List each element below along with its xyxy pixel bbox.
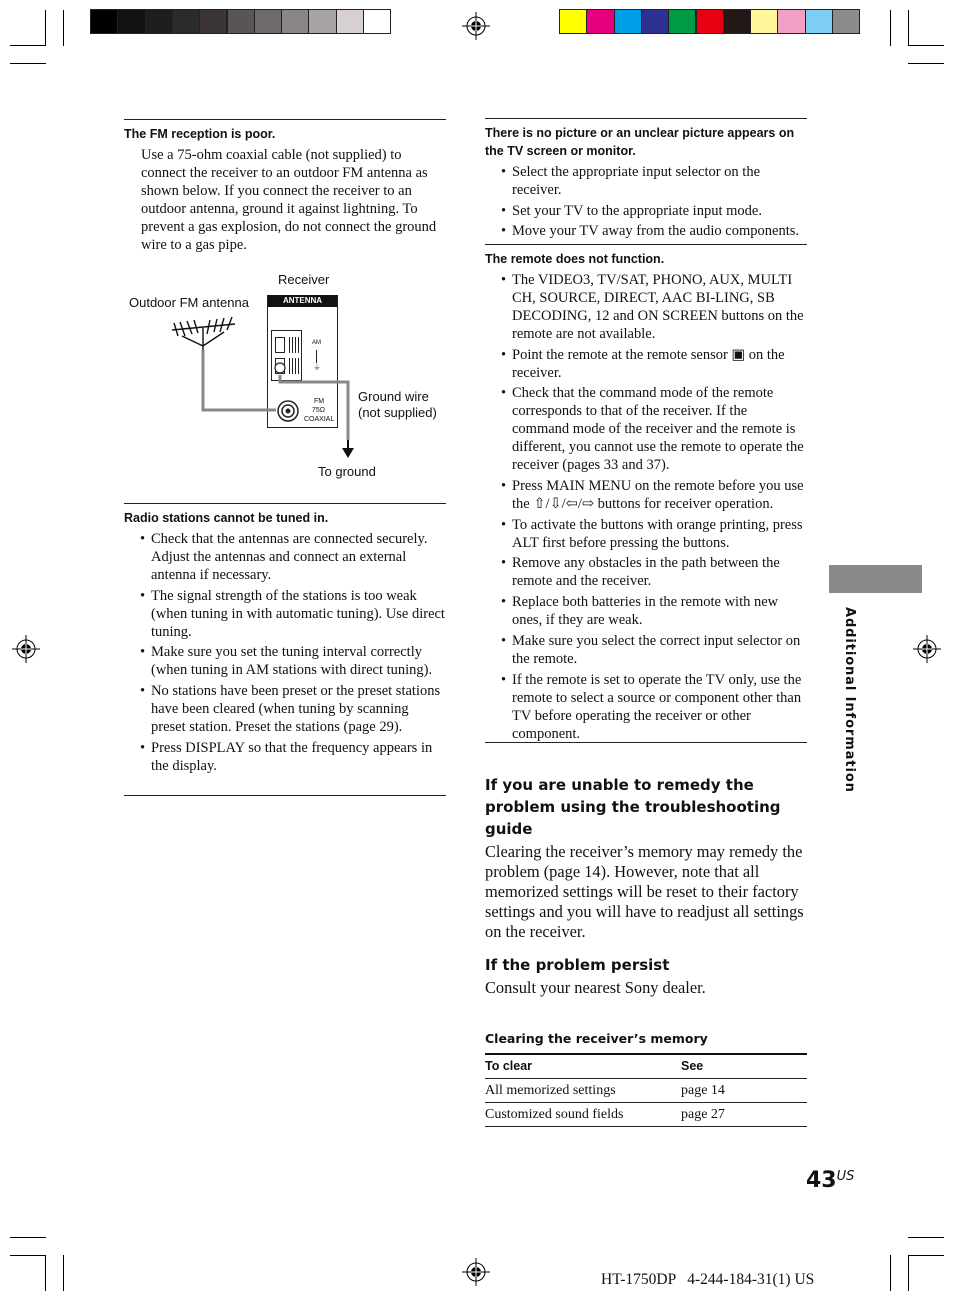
color-swatch [281, 9, 309, 34]
row-see: page 27 [681, 1107, 725, 1122]
list-item: • The VIDEO3, TV/SAT, PHONO, AUX, MULTI CH, SOURCE, DIRECT, AAC BI-LING, SB DECODING, 12 and ON SCREEN buttons on the remote are not available. [485, 271, 807, 343]
col-see: See [681, 1059, 704, 1073]
color-swatch [750, 9, 778, 34]
crop-mark [908, 63, 944, 64]
crop-mark [908, 1255, 944, 1256]
table-row [485, 1103, 807, 1127]
list-item: • Check that the command mode of the remote corresponds to that of the receiver. If the command mode of the receiver and the remote is different, you cannot use the remote to operate the receiver (pages 33 and 37). [485, 384, 807, 474]
list-item: • To activate the buttons with orange printing, press ALT first before pressing the buttons. [485, 516, 807, 552]
row-what: All memorized settings [485, 1083, 616, 1098]
color-swatch [641, 9, 669, 34]
section-rule [485, 742, 807, 743]
antenna-panel-label: ANTENNA [268, 295, 337, 307]
ohm-label: 75Ω [312, 407, 326, 414]
am-label: AM [312, 340, 321, 346]
list-item: • Press DISPLAY so that the frequency appears in the display. [124, 739, 446, 775]
color-swatch [227, 9, 255, 34]
color-swatch [336, 9, 364, 34]
page-number [806, 1168, 854, 1193]
radio-tuning-list [124, 530, 446, 777]
outdoor-fm-antenna-label: Outdoor FM antenna [129, 295, 249, 310]
row-see: page 14 [681, 1083, 725, 1098]
no-picture-list [485, 163, 807, 243]
color-swatch [254, 9, 282, 34]
list-item: • Make sure you set the tuning interval correctly (when tuning in AM stations with direct tuning). [124, 643, 446, 679]
registration-mark-icon [913, 635, 941, 663]
problem-persist-heading: If the problem persist [485, 956, 670, 974]
color-swatch [172, 9, 200, 34]
footer-model-code: HT-1750DP 4-244-184-31(1) US [601, 1271, 815, 1288]
col-to-clear: To clear [485, 1059, 533, 1073]
page-number-value: 43 [806, 1168, 837, 1193]
remote-list [485, 271, 807, 745]
section-rule [485, 244, 807, 245]
to-ground-label: To ground [318, 464, 376, 479]
ground-wire-label-line2: (not supplied) [358, 405, 437, 420]
section-rule [124, 119, 446, 120]
crop-mark [908, 45, 944, 46]
registration-mark-icon [12, 635, 40, 663]
color-swatch [832, 9, 860, 34]
row-what: Customized sound fields [485, 1107, 624, 1122]
crop-mark [63, 10, 64, 46]
color-swatch [363, 9, 391, 34]
no-picture-heading: There is no picture or an unclear picture appears on the TV screen or monitor. [485, 126, 795, 158]
section-rule [124, 795, 446, 796]
table-header [485, 1055, 807, 1079]
crop-mark [908, 1237, 944, 1238]
section-rule [124, 503, 446, 504]
list-item: • Move your TV away from the audio components. [485, 222, 807, 240]
crop-mark [908, 1255, 909, 1291]
ground-symbol-icon: ⏚ [313, 363, 321, 372]
color-swatch [586, 9, 614, 34]
list-item: • If the remote is set to operate the TV only, use the remote to select a source or component other than TV before operating the receiver or other component. [485, 671, 807, 743]
color-swatch [199, 9, 227, 34]
color-swatch [308, 9, 336, 34]
list-item: • Remove any obstacles in the path between the remote and the receiver. [485, 554, 807, 590]
coaxial-label: COAXIAL [304, 416, 335, 423]
section-rule [485, 118, 807, 119]
registration-mark-icon [462, 12, 490, 40]
page-region-suffix: US [836, 1169, 855, 1184]
crop-mark [890, 10, 891, 46]
color-swatch [145, 9, 173, 34]
color-swatch [805, 9, 833, 34]
crop-mark [10, 1237, 46, 1238]
section-tab [829, 565, 922, 593]
color-swatch [777, 9, 805, 34]
crop-mark [45, 10, 46, 46]
unable-to-remedy-heading: If you are unable to remedy the problem using the troubleshooting guide [485, 776, 781, 838]
crop-mark [10, 1255, 46, 1256]
color-swatch [117, 9, 145, 34]
crop-mark [10, 45, 46, 46]
color-swatch [696, 9, 724, 34]
list-item: • Replace both batteries in the remote with new ones, if they are weak. [485, 593, 807, 629]
list-item: • Set your TV to the appropriate input mode. [485, 202, 807, 220]
registration-mark-icon [462, 1258, 490, 1286]
crop-mark [908, 10, 909, 46]
coaxial-cable [203, 350, 276, 410]
list-item: • Make sure you select the correct input selector on the remote. [485, 632, 807, 668]
color-swatch [723, 9, 751, 34]
list-item: • Press MAIN MENU on the remote before you use the ⇧/⇩/⇦/⇨ buttons for receiver operation. [485, 477, 807, 513]
list-item: • No stations have been preset or the preset stations have been cleared (when tuning by scanning preset station. Preset the stations (page 29). [124, 682, 446, 736]
clearing-memory-title: Clearing the receiver’s memory [485, 1031, 708, 1046]
color-swatch [559, 9, 587, 34]
fm-label: FM [314, 398, 325, 405]
color-swatch [90, 9, 118, 34]
ground-wire-label [358, 389, 437, 421]
list-item: • The signal strength of the stations is too weak (when tuning in with automatic tuning). Use direct tuning. [124, 587, 446, 641]
fm-reception-text: Use a 75-ohm coaxial cable (not supplied) to connect the receiver to an outdoor FM antenna as shown below. If you connect the receiver to an outdoor antenna, ground it against lightning. To prevent a gas explosion, do not connect the ground wire to a gas pipe. [141, 147, 437, 253]
crop-mark [63, 1255, 64, 1291]
list-item: • Check that the antennas are connected securely. Adjust the antennas and connect an external antenna if necessary. [124, 530, 446, 584]
section-side-label: Additional Information [842, 607, 857, 793]
table-row [485, 1079, 807, 1103]
unable-to-remedy-text: Clearing the receiver’s memory may remedy the problem (page 14). However, note that all memorized settings will be reset to their factory settings and you will have to readjust all settings on the receiver. [485, 842, 804, 941]
fm-antenna-icon [172, 317, 235, 350]
color-swatch [614, 9, 642, 34]
antenna-wiring-svg [160, 310, 360, 470]
receiver-label: Receiver [278, 272, 330, 287]
crop-mark [10, 63, 46, 64]
crop-mark [890, 1255, 891, 1291]
remote-heading: The remote does not function. [485, 252, 665, 266]
ground-wire-label-line1: Ground wire [358, 389, 429, 404]
color-swatch [668, 9, 696, 34]
problem-persist-text: Consult your nearest Sony dealer. [485, 978, 706, 997]
list-item: • Point the remote at the remote sensor ▣ on the receiver. [485, 346, 807, 382]
crop-mark [45, 1255, 46, 1291]
radio-tuning-heading: Radio stations cannot be tuned in. [124, 511, 329, 525]
fm-reception-heading: The FM reception is poor. [124, 127, 276, 141]
list-item: • Select the appropriate input selector on the receiver. [485, 163, 807, 199]
clearing-memory-table [485, 1053, 807, 1127]
